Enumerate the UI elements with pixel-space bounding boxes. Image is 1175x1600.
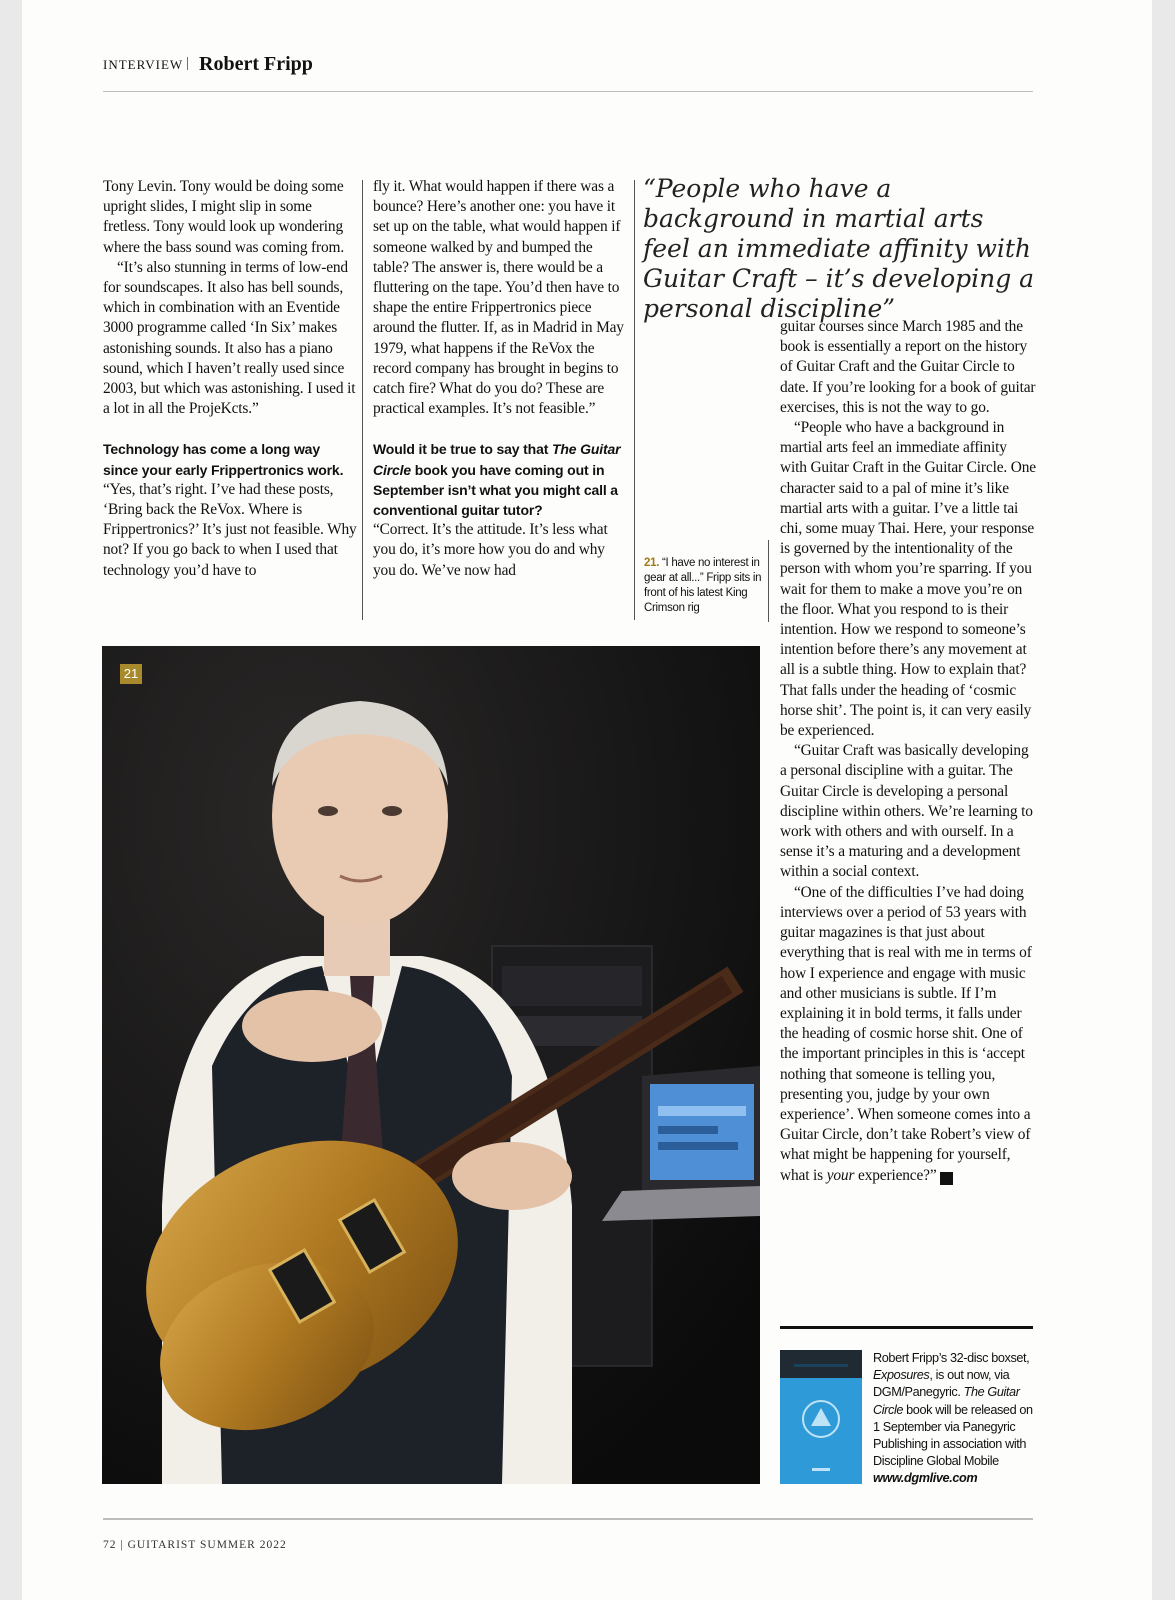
paragraph: “Guitar Craft was basically developing a personal discipline with a guitar. The Guitar Circle is developing a personal discipline within others. We’re learning to work with others and with ourself. In a sense it’s a maturing and a development within a social context. [780,742,1033,881]
boxout-text: Robert Fripp’s 32-disc boxset, Exposures, is out now, via DGM/Panegyric. The Guitar Circle book will be released on 1 September via Panegyric Publishing in association with Discipline Global Mobile www.dgmlive.com [873,1351,1033,1486]
magazine-name: GUITARIST [127,1539,197,1551]
guitarist-photo-illustration [102,646,760,1484]
paragraph: Tony Levin. Tony would be doing some upright slides, I might slip in some fretless. Tony would look up wondering where the bass sound was coming from. [103,178,345,256]
page-number: 72 [103,1539,117,1551]
website-link[interactable]: www.dgmlive.com [873,1471,978,1486]
end-mark-icon: G [940,1172,953,1185]
paragraph: “It’s also stunning in terms of low-end for soundscapes. It also has bell sounds, which in combination with an Eventide 3000 programme called ‘In Six’ makes astonishing sounds. It also has a piano sound, which I haven’t really used since 2003, but which was astonishing. I used it a lot in all the ProjeKcts.” [103,258,356,418]
book-cover-footer-mark [812,1468,830,1471]
paragraph: fly it. What would happen if there was a bounce? Here’s another one: you have it set up on the table, what would happen if someone walked by and bumped the table? The answer is, there would be a fluttering on the tape. You’d then have to shape the entire Frippertronics piece around the flutter. If, as in Madrid in May 1979, what happens if the ReVox the record company has brought in begins to catch fire? What do you do? These are practical examples. It’s not feasible.” [373,178,624,418]
interview-question: Technology has come a long way since your early Frippertronics work. [103,441,344,478]
caption-number: 21. [644,557,660,569]
issue-label: SUMMER 2022 [200,1539,287,1551]
column-divider [634,180,635,620]
paragraph: “Yes, that’s right. I’ve had these posts, ‘Bring back the ReVox. Where is Frippertronics?’ It’s just not feasible. Why not? If you go back to when I used that technology you’d have to [103,480,357,579]
caption-text: “I have no interest in gear at all...” Fripp sits in front of his latest King Crimson rig [644,557,762,614]
paragraph: “One of the difficulties I’ve had doing interviews over a period of 53 years with guitar magazines is that just about everything that is real with me in terms of how I experience and engage with music and other musicians is subtle. If I’m explaining it in bold terms, it falls under the heading of cosmic horse shit. One of the important principles in this is ‘accept nothing that someone is telling you, presenting you, judge by your own experience’. When someone comes into a Guitar Circle, don’t take Robert’s view of what might be happening for yourself, what is your experience?” G [780,883,1032,1184]
book-cover-title-bar [794,1364,848,1367]
boxout-rule [780,1326,1033,1329]
magazine-page [22,0,1152,1600]
article-column-1 [103,177,357,581]
triangle-emblem-icon [811,1408,831,1426]
photo-number-badge: 21 [120,664,142,684]
article-column-2 [373,177,631,581]
interview-question: Would it be true to say that The Guitar Circle book you have coming out in September isn’t what you might call a conventional guitar tutor? [373,441,621,519]
paragraph: guitar courses since March 1985 and the book is essentially a report on the history of Guitar Craft and the Guitar Circle to date. If you’re looking for a book of guitar exercises, this is not the way to go. [780,318,1036,416]
paragraph: “People who have a background in martial arts feel an immediate affinity with Guitar Craft in the Guitar Circle. One character said to a pal of mine it’s like martial arts with a guitar. I’ve a little tai chi, some muay Thai. Here, your response is governed by the intentionality of the person with whom you’re sparring. If you wait for them to make a move you’re on the floor. What you respond to is their intention. How we respond to someone’s intention before there’s any movement at all is a subtle thing. How to explain that? That falls under the heading of ‘cosmic horse shit’. The point is, it can very easily be experienced. [780,419,1036,740]
header-separator: | [186,55,190,71]
paragraph: “Correct. It’s the attitude. It’s less what you do, it’s more how you do and why you do. We’ve now had [373,521,608,579]
footer-separator: | [120,1539,124,1551]
article-column-3 [780,317,1036,1186]
photo-caption [644,556,766,616]
footer-rule [103,1518,1033,1520]
interview-subject: Robert Fripp [199,53,313,75]
page-footer [103,1539,287,1551]
column-divider [362,180,363,620]
book-cover-image [780,1350,862,1484]
feature-photo [102,646,760,1484]
page-header [103,52,1033,92]
pull-quote: “People who have a background in martial arts feel an immediate affinity with Guitar Craft – it’s developing a personal discipline” [643,174,1035,323]
section-label: INTERVIEW [103,57,184,72]
caption-divider [768,540,769,622]
